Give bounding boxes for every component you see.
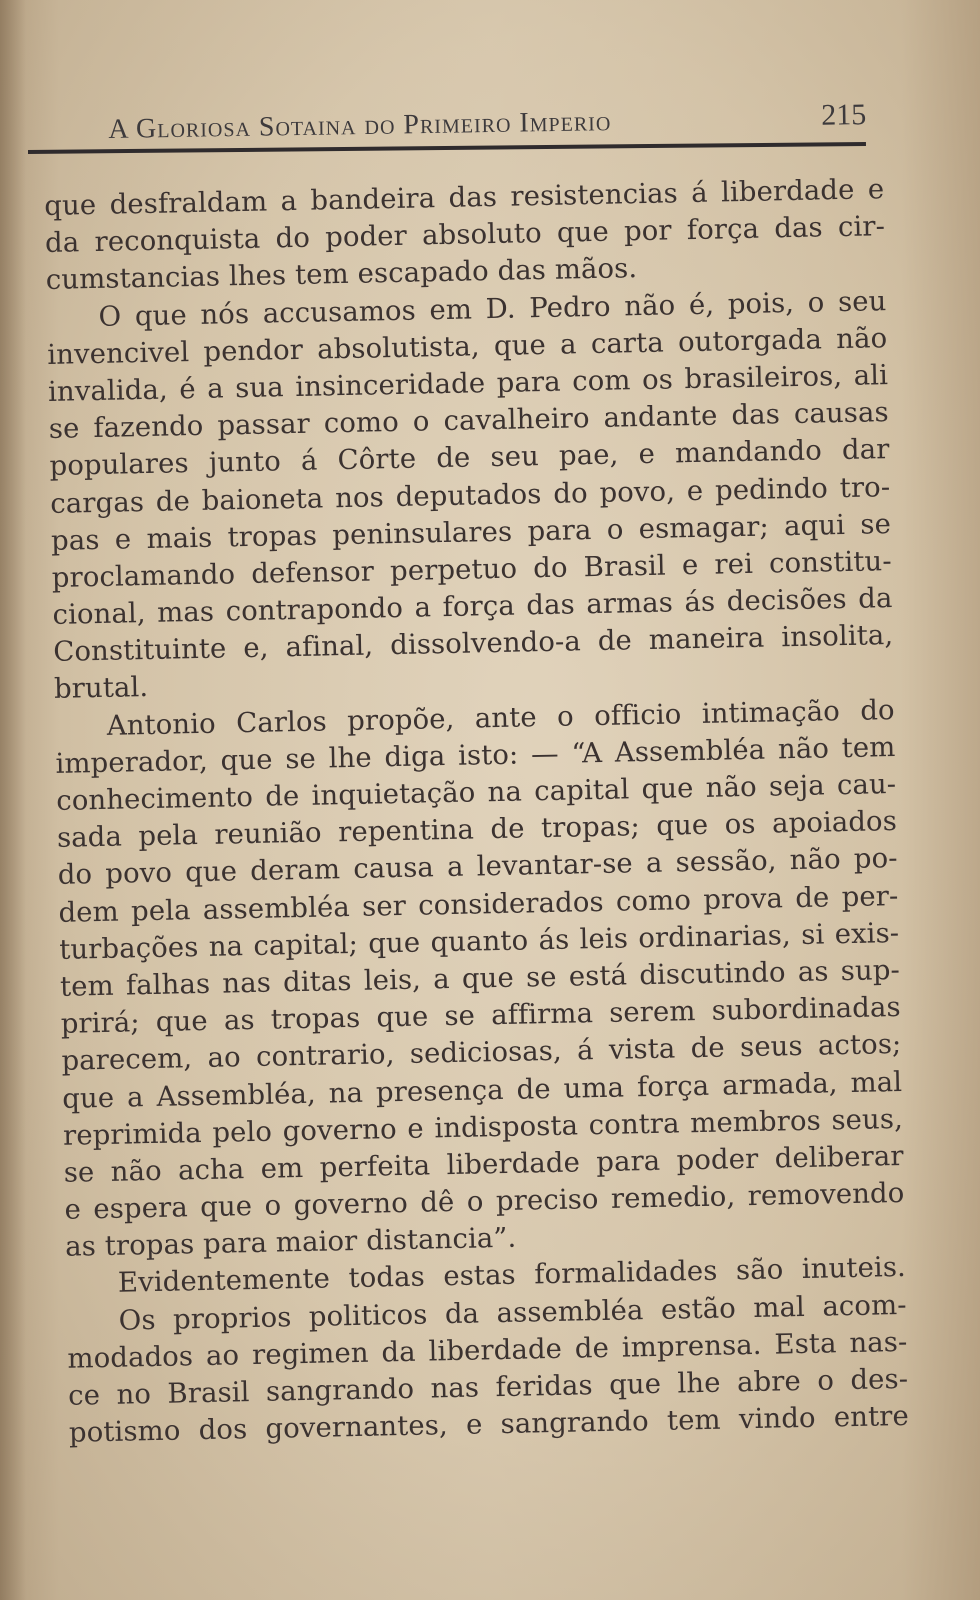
- text-line: reprimida pelo governo e indisposta contra membros seus,: [62, 1102, 904, 1152]
- text-line: cional, mas contrapondo a força das armas ás decisões da: [52, 582, 893, 631]
- text-line: Antonio Carlos propõe, ante o officio intimação do: [106, 693, 895, 742]
- text-line: e espera que o governo dê o preciso remedio, removendo: [64, 1177, 905, 1226]
- text-line: Evidentemente todas estas formalidades são inuteis.: [117, 1251, 907, 1300]
- text-line: ce no Brasil sangrando nas feridas que lhe abre o des-: [67, 1362, 909, 1412]
- text-line: que desfraldam a bandeira das resistencias á liberdade e: [44, 173, 885, 222]
- text-line: dem pela assembléa ser considerados como prova de per-: [58, 879, 899, 929]
- text-line: da reconquista do poder absoluto que por força das cir-: [44, 210, 886, 260]
- text-line: se fazendo passar como o cavalheiro andante das causas: [48, 396, 889, 446]
- text-line: imperador, que se lhe diga isto: — “A Assembléa não tem: [55, 730, 896, 780]
- text-line: cumstancias lhes tem escapado das mãos.: [45, 252, 638, 297]
- text-line: modados ao regimen da liberdade de imprensa. Esta nas-: [67, 1325, 908, 1375]
- text-line: conhecimento de inquietação na capital que não seja cau-: [55, 768, 897, 817]
- text-line: O que nós accusamos em D. Pedro não é, pois, o seu: [98, 284, 887, 333]
- page-shadow: [0, 0, 26, 1600]
- text-line: tem falhas nas ditas leis, a que se está discutindo as sup-: [59, 953, 901, 1003]
- text-line: que a Assembléa, na presença de uma força armada, mal: [61, 1065, 903, 1115]
- text-line: proclamando defensor perpetuo do Brasil e rei constitu-: [51, 544, 892, 594]
- text-line: brutal.: [53, 671, 149, 706]
- text-line: turbações na capital; que quanto ás leis ordinarias, si exis-: [58, 916, 900, 966]
- text-line: sada pela reunião repentina de tropas; que os apoiados: [56, 805, 898, 855]
- text-line: populares junto á Côrte de seu pae, e mandando dar: [49, 433, 890, 483]
- running-title: A Gloriosa Sotaina do Primeiro Imperio: [108, 106, 612, 145]
- text-line: invalida, é a sua insinceridade para com os brasileiros, ali: [47, 359, 889, 408]
- text-line: se não acha em perfeita liberdade para poder deliberar: [63, 1139, 904, 1189]
- text-line: invencivel pendor absolutista, que a carta outorgada não: [47, 321, 888, 371]
- text-line: do povo que deram causa a levantar-se a sessão, não po-: [57, 842, 898, 892]
- text-line: Os proprios politicos da assembléa estão mal acom-: [118, 1288, 907, 1337]
- page-number: 215: [820, 98, 867, 132]
- text-line: pas e mais tropas peninsulares para o esmagar; aqui se: [50, 507, 892, 557]
- text-line: prirá; que as tropas que se affirma serem subordinadas: [60, 991, 901, 1040]
- body-text: [44, 171, 909, 1452]
- text-line: cargas de baioneta nos deputados do povo, e pedindo tro-: [50, 470, 891, 520]
- text-line: parecem, ao contrario, sediciosas, á vista de seus actos;: [61, 1028, 902, 1078]
- text-line: as tropas para maior distancia”.: [64, 1221, 517, 1264]
- text-line: potismo dos governantes, e sangrando tem vindo entre: [68, 1400, 910, 1449]
- text-line: Constituinte e, afinal, dissolvendo-a de maneira insolita,: [52, 619, 894, 669]
